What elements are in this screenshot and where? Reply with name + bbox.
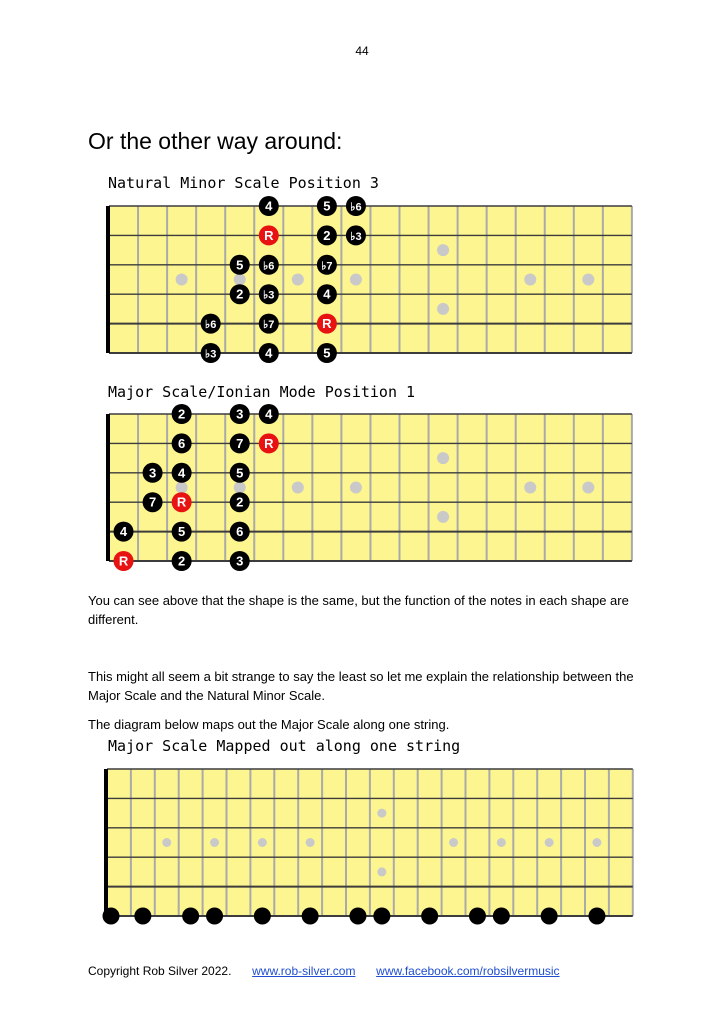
inlay-marker	[582, 482, 594, 494]
paragraph-diagram-below: The diagram below maps out the Major Scale along one string.	[88, 717, 450, 732]
scale-note-dot	[230, 284, 250, 304]
inlay-marker	[292, 482, 304, 494]
scale-note-dot	[230, 522, 250, 542]
footer-link-website[interactable]: www.rob-silver.com	[252, 964, 356, 978]
scale-note-dot	[114, 522, 134, 542]
scale-note-dot	[346, 225, 366, 245]
inlay-marker	[350, 482, 362, 494]
scale-note-dot	[259, 196, 279, 216]
note-label: 3	[148, 465, 157, 481]
scale-note-dot	[103, 908, 120, 925]
note-label: 6	[236, 524, 244, 540]
scale-note-dot	[172, 433, 192, 453]
note-label: 2	[178, 406, 186, 422]
root-note-dot	[172, 492, 192, 512]
diagram-title-natural-minor: Natural Minor Scale Position 3	[108, 174, 379, 192]
inlay-marker	[437, 452, 449, 464]
root-note-dot	[259, 433, 279, 453]
inlay-marker	[258, 838, 267, 847]
note-label: 4	[265, 406, 273, 422]
nut	[106, 414, 110, 561]
note-label: 2	[236, 286, 244, 302]
diagram-title-major-ionian: Major Scale/Ionian Mode Position 1	[108, 383, 416, 401]
scale-note-dot	[230, 463, 250, 483]
note-label: ♭6	[263, 260, 275, 273]
inlay-marker	[449, 838, 458, 847]
inlay-marker	[545, 838, 554, 847]
footer	[88, 964, 560, 978]
scale-note-dot	[349, 908, 366, 925]
scale-note-dot	[230, 255, 250, 275]
scale-note-dot	[201, 314, 221, 334]
scale-note-dot	[172, 404, 192, 424]
scale-note-dot	[421, 908, 438, 925]
inlay-marker	[437, 303, 449, 315]
scale-note-dot	[317, 255, 337, 275]
note-label: 5	[236, 465, 244, 481]
inlay-marker	[524, 482, 536, 494]
scale-note-dot	[230, 404, 250, 424]
root-note-dot	[317, 314, 337, 334]
note-label: 5	[323, 345, 331, 361]
paragraph-shape-same: You can see above that the shape is the same, but the function of the notes in each shape are different.	[88, 593, 629, 627]
note-label: R	[264, 227, 274, 243]
scale-note-dot	[541, 908, 558, 925]
scale-note-dot	[230, 551, 250, 571]
footer-link-facebook[interactable]: www.facebook.com/robsilvermusic	[376, 964, 560, 978]
fretboard-major-position-1	[0, 400, 724, 576]
note-label: ♭6	[205, 319, 217, 332]
note-label: ♭6	[350, 201, 362, 214]
page-heading: Or the other way around:	[88, 128, 343, 154]
note-label: 2	[323, 227, 331, 243]
inlay-marker	[377, 809, 386, 818]
scale-note-dot	[134, 908, 151, 925]
scale-note-dot	[259, 343, 279, 363]
note-label: 4	[265, 198, 273, 214]
fretboard-major-one-string	[0, 755, 724, 935]
scale-note-dot	[201, 343, 221, 363]
inlay-marker	[176, 274, 188, 286]
note-label: R	[264, 435, 274, 451]
scale-note-dot	[230, 433, 250, 453]
scale-note-dot	[302, 908, 319, 925]
scale-note-dot	[493, 908, 510, 925]
fretboard-natural-minor-position-3	[0, 192, 724, 368]
scale-note-dot	[172, 463, 192, 483]
scale-note-dot	[259, 255, 279, 275]
inlay-marker	[524, 274, 536, 286]
inlay-marker	[350, 274, 362, 286]
inlay-marker	[497, 838, 506, 847]
scale-note-dot	[317, 196, 337, 216]
inlay-marker	[234, 482, 246, 494]
note-label: 2	[236, 494, 244, 510]
note-label: R	[176, 494, 187, 510]
paragraph-relationship: This might all seem a bit strange to say the least so let me explain the relationship between the Major Scale and the Natural Minor Scale.	[88, 669, 634, 703]
note-label: ♭7	[321, 260, 333, 273]
note-label: 4	[119, 524, 128, 540]
note-label: ♭3	[350, 230, 362, 243]
note-label: 3	[236, 553, 244, 569]
scale-note-dot	[172, 551, 192, 571]
note-label: 4	[323, 286, 331, 302]
scale-note-dot	[254, 908, 271, 925]
note-label: 2	[178, 553, 186, 569]
scale-note-dot	[259, 314, 279, 334]
scale-note-dot	[206, 908, 223, 925]
footer-copyright: Copyright Rob Silver 2022.	[88, 964, 232, 978]
note-label: 7	[236, 435, 244, 451]
root-note-dot	[259, 225, 279, 245]
inlay-marker	[234, 274, 246, 286]
note-label: 4	[178, 465, 186, 481]
note-label: 7	[148, 494, 157, 510]
inlay-marker	[437, 511, 449, 523]
scale-note-dot	[230, 492, 250, 512]
scale-note-dot	[317, 343, 337, 363]
inlay-marker	[176, 482, 188, 494]
note-label: 5	[323, 198, 331, 214]
scale-note-dot	[373, 908, 390, 925]
note-label: R	[322, 316, 332, 332]
diagram-title-one-string: Major Scale Mapped out along one string	[108, 737, 461, 755]
scale-note-dot	[317, 284, 337, 304]
scale-note-dot	[259, 284, 279, 304]
inlay-marker	[292, 274, 304, 286]
note-label: 5	[178, 524, 186, 540]
inlay-marker	[437, 244, 449, 256]
scale-note-dot	[469, 908, 486, 925]
note-label: ♭3	[263, 289, 275, 302]
inlay-marker	[162, 838, 171, 847]
scale-note-dot	[259, 404, 279, 424]
scale-note-dot	[588, 908, 605, 925]
inlay-marker	[210, 838, 219, 847]
note-label: ♭3	[205, 348, 217, 361]
scale-note-dot	[143, 492, 163, 512]
scale-note-dot	[182, 908, 199, 925]
scale-note-dot	[346, 196, 366, 216]
scale-note-dot	[172, 522, 192, 542]
inlay-marker	[306, 838, 315, 847]
nut	[106, 206, 110, 353]
inlay-marker	[377, 867, 386, 876]
scale-note-dot	[143, 463, 163, 483]
scale-note-dot	[317, 225, 337, 245]
inlay-marker	[582, 274, 594, 286]
inlay-marker	[592, 838, 601, 847]
page-number: 44	[355, 44, 369, 58]
note-label: 5	[236, 257, 244, 273]
note-label: ♭7	[263, 319, 275, 332]
root-note-dot	[114, 551, 134, 571]
note-label: 6	[178, 435, 186, 451]
note-label: 3	[236, 406, 244, 422]
nut	[104, 769, 108, 916]
note-label: R	[118, 553, 129, 569]
note-label: 4	[265, 345, 273, 361]
